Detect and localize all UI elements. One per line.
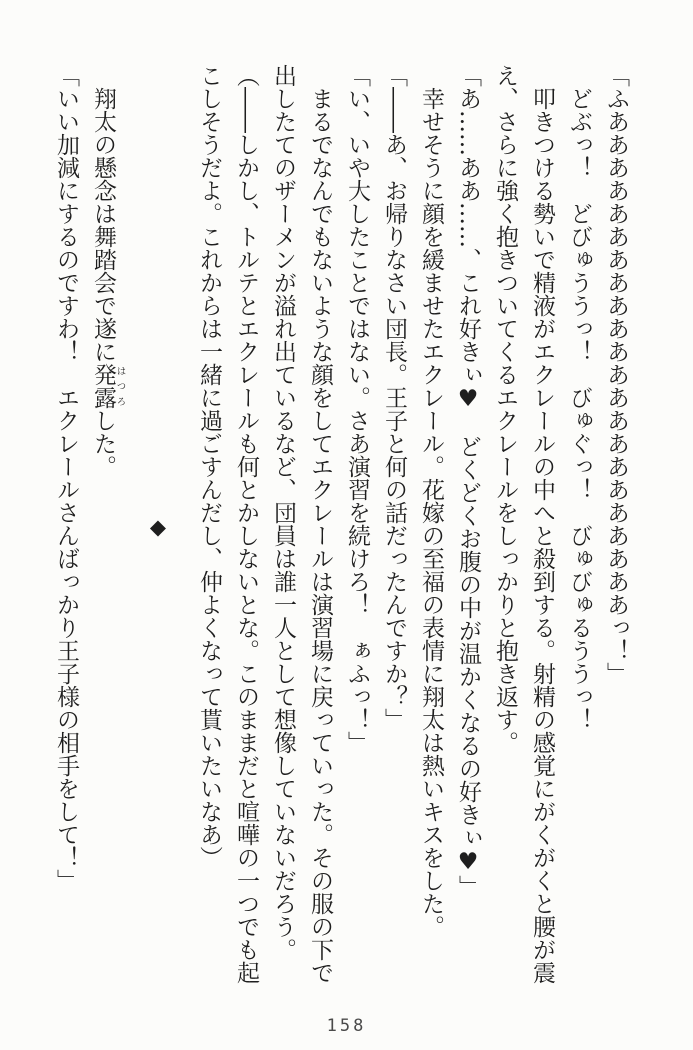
paragraph: 「いい加減にするのですわ！ エクレールさんばっかり王子様の相手をして！」 — [53, 64, 79, 892]
paragraph: 「あ……ああ……、これ好きぃ♥ どくどくお腹の中が温かくなるの好きぃ♥」 — [455, 64, 481, 898]
page-text-area — [50, 64, 634, 990]
furigana-ruby — [90, 363, 126, 409]
ruby-base: 発露 — [90, 363, 116, 409]
paragraph: まるでなんでもないような顔をしてエクレールは演習場に戻っていった。その服の下で出したてのザーメンが溢れ出ているなど、団員は誰一人として想像していないだろう。 — [270, 64, 333, 984]
paragraph: 「い、いや大したことではない。さあ演習を続けろ！ ぁふっ！」 — [344, 64, 370, 754]
paragraph: （――しかし、トルテとエクレールも何とかしないとな。このままだと喧嘩の一つでも起こしそうだよ。これからは一緒に過ごすんだし、仲よくなって貰いたいなあ） — [196, 64, 259, 984]
paragraph: 「――あ、お帰りなさい団長。王子と何の話だったんですか？」 — [381, 64, 407, 731]
text-run: 翔太の懸念は舞踏会で遂に — [90, 64, 116, 363]
scene-break-diamond: ◆ — [146, 515, 170, 539]
text-run: した。 — [90, 409, 116, 478]
paragraph: 幸せそうに顔を緩ませたエクレール。花嫁の至福の表情に翔太は熱いキスをした。 — [418, 64, 444, 938]
paragraph — [84, 64, 125, 990]
page-number: 158 — [326, 1016, 367, 1036]
paragraph: 叩きつける勢いで精液がエクレールの中へと殺到する。射精の感覚にがくがくと腰が震え、さらに強く抱きついてくるエクレールをしっかりと抱き返す。 — [492, 64, 555, 984]
paragraph: 「ふああああああああああああああああああああああっ！」 — [603, 64, 629, 685]
paragraph: どぶっ！ どびゅううっ！ びゅぐっ！ びゅびゅるううっ！ — [566, 64, 592, 731]
ruby-text: はつろ — [114, 363, 126, 409]
